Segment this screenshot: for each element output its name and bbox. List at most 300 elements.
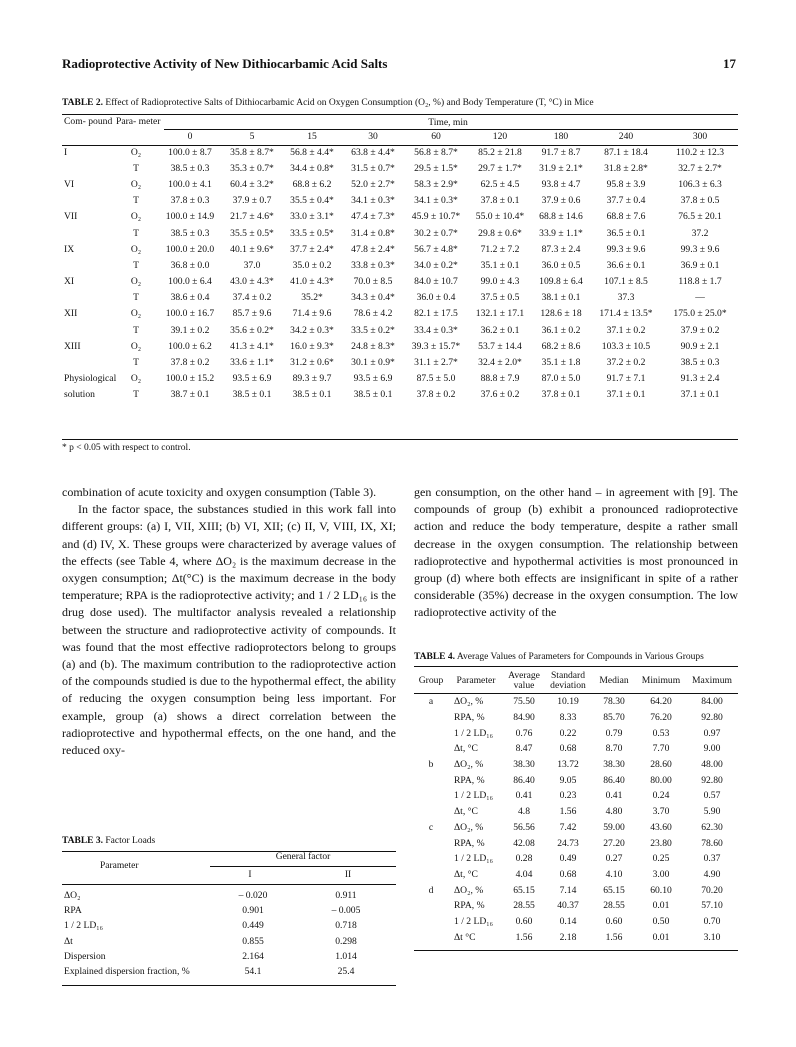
param-cell: 1 / 2 LD₁₆	[454, 727, 493, 739]
value-cell: 68.2 ± 8.6	[541, 340, 581, 352]
value-cell: 41.0 ± 4.3*	[290, 276, 334, 288]
med-cell: 1.56	[605, 931, 623, 943]
med-cell: 0.79	[605, 727, 623, 739]
value-cell: 38.7 ± 0.1	[170, 389, 210, 401]
table3-header-rule	[62, 884, 396, 885]
med-cell: 78.30	[603, 696, 625, 708]
std-cell: 2.18	[559, 931, 577, 943]
std-cell: 8.33	[559, 712, 577, 724]
std-cell: 1.56	[559, 806, 577, 818]
std-cell: 7.42	[559, 821, 577, 833]
compound-cell	[62, 322, 114, 338]
std-cell: 0.68	[559, 868, 577, 880]
value-cell: 68.8 ± 7.6	[606, 211, 646, 223]
compound-cell	[62, 354, 114, 370]
param-cell: ΔO₂, %	[454, 759, 484, 771]
min-cell: 0.01	[652, 931, 670, 943]
table-row	[62, 903, 396, 918]
min-cell: 43.60	[650, 821, 672, 833]
param-cell: Δt, °C	[454, 806, 478, 818]
time-header: Time, min	[428, 117, 468, 128]
param-cell: 1 / 2 LD₁₆	[454, 853, 493, 865]
value-cell: 30.2 ± 0.7*	[414, 227, 458, 239]
value-cell: 38.5 ± 0.1	[232, 389, 272, 401]
table-row	[414, 757, 738, 773]
group-cell	[414, 929, 448, 945]
value-cell: 24.8 ± 8.3*	[351, 340, 395, 352]
value-cell: 37.8 ± 0.2	[416, 389, 456, 401]
max-cell: 0.57	[703, 790, 721, 802]
table-row	[414, 820, 738, 836]
min-cell: 7.70	[652, 743, 670, 755]
avg-cell: 0.28	[515, 853, 533, 865]
table-row	[62, 144, 738, 160]
max-cell: 5.90	[703, 806, 721, 818]
parameter-cell: Dispersion	[64, 950, 106, 962]
max-cell: 0.37	[703, 853, 721, 865]
factor-i-cell: 0.855	[242, 935, 264, 947]
value-cell: 38.5 ± 0.3	[170, 227, 210, 239]
value-cell: 37.7 ± 2.4*	[290, 243, 334, 255]
value-cell: 33.4 ± 0.3*	[414, 324, 458, 336]
table4-caption-text: Average Values of Parameters for Compounds in Various Groups	[456, 652, 704, 662]
table-row	[414, 867, 738, 883]
table-row	[414, 898, 738, 914]
table-row	[414, 710, 738, 726]
col-parameter-header: Para- meter	[116, 116, 161, 127]
group-cell: a	[428, 696, 434, 708]
value-cell: 109.8 ± 6.4	[539, 276, 583, 288]
parameter-cell: T	[133, 324, 139, 336]
table-row	[62, 193, 738, 209]
value-cell: 38.6 ± 0.4	[170, 292, 210, 304]
value-cell: 34.2 ± 0.3*	[290, 324, 334, 336]
value-cell: 95.8 ± 3.9	[606, 178, 646, 190]
avg-cell: 0.60	[515, 915, 533, 927]
med-cell: 65.15	[603, 884, 625, 896]
value-cell: 37.7 ± 0.4	[606, 195, 646, 207]
value-cell: 35.6 ± 0.2*	[230, 324, 274, 336]
value-cell: 100.0 ± 4.1	[168, 178, 212, 190]
table2-caption	[62, 98, 742, 108]
value-cell: 36.9 ± 0.1	[680, 259, 720, 271]
table2-footnote: * p < 0.05 with respect to control.	[62, 443, 191, 453]
value-cell: 29.5 ± 1.5*	[414, 162, 458, 174]
value-cell: 99.0 ± 4.3	[480, 276, 520, 288]
std-cell: 7.14	[559, 884, 577, 896]
time-col-header: 180	[553, 131, 569, 142]
parameter-cell: T	[133, 357, 139, 369]
table2-top-rule	[62, 114, 738, 115]
table-row	[414, 851, 738, 867]
left-column-text	[62, 484, 396, 759]
min-cell: 0.25	[652, 853, 670, 865]
std-cell: 40.37	[557, 900, 579, 912]
value-cell: 47.8 ± 2.4*	[351, 243, 395, 255]
value-cell: 37.8 ± 0.3	[170, 195, 210, 207]
table-row	[414, 914, 738, 930]
max-cell: 57.10	[701, 900, 723, 912]
group-cell	[414, 804, 448, 820]
table-row	[414, 788, 738, 804]
value-cell: 71.2 ± 7.2	[480, 243, 520, 255]
med-cell: 8.70	[605, 743, 623, 755]
value-cell: —	[695, 292, 705, 304]
right-paragraph-1: gen consumption, on the other hand – in agreement with [9]. The compounds of group (b) exhibit a pronounced radioprotective action and reduce the body temperature, despite a rather small decrease in the oxygen consumption. The relationship between radioprotective and hypothermal activities is most pronounced in group (d) where both effects are insignificant in spite of a rather considerable (35%) decrease in the oxygen consumption. The low radioprotective activity of the	[414, 485, 738, 620]
table3-param-header: Parameter	[100, 861, 139, 871]
value-cell: 171.4 ± 13.5*	[599, 308, 653, 320]
min-cell: 0.01	[652, 900, 670, 912]
table-row	[414, 725, 738, 741]
value-cell: 103.3 ± 10.5	[601, 340, 651, 352]
value-cell: 33.5 ± 0.2*	[351, 324, 395, 336]
min-cell: 80.00	[650, 774, 672, 786]
value-cell: 34.1 ± 0.3*	[351, 195, 395, 207]
avg-cell: 42.08	[513, 837, 535, 849]
value-cell: 37.9 ± 0.6	[541, 195, 581, 207]
group-cell	[414, 835, 448, 851]
avg-cell: 28.55	[513, 900, 535, 912]
med-cell: 38.30	[603, 759, 625, 771]
med-cell: 86.40	[603, 774, 625, 786]
t4-col-std: Standard deviation	[550, 670, 586, 691]
table-row	[62, 160, 738, 176]
param-cell: RPA, %	[454, 774, 485, 786]
value-cell: 35.1 ± 1.8	[541, 357, 581, 369]
table-row	[62, 274, 738, 290]
value-cell: 106.3 ± 6.3	[678, 178, 722, 190]
group-cell	[414, 741, 448, 757]
value-cell: 35.0 ± 0.2	[292, 259, 332, 271]
compound-cell: XI	[64, 276, 75, 288]
table3-col-ii: II	[344, 870, 352, 880]
value-cell: 91.7 ± 8.7	[541, 146, 581, 158]
value-cell: 33.8 ± 0.3*	[351, 259, 395, 271]
table-row	[414, 882, 738, 898]
parameter-cell: O₂	[130, 373, 142, 385]
time-col-header: 300	[692, 131, 708, 142]
parameter-cell: Explained dispersion fraction, %	[64, 966, 190, 978]
value-cell: 85.2 ± 21.8	[478, 146, 522, 158]
t4-col-maximum: Maximum	[692, 675, 732, 686]
compound-cell	[62, 290, 114, 306]
value-cell: 56.8 ± 4.4*	[290, 146, 334, 158]
compound-cell	[62, 193, 114, 209]
value-cell: 128.6 ± 18	[540, 308, 582, 320]
value-cell: 32.7 ± 2.7*	[678, 162, 722, 174]
max-cell: 62.30	[701, 821, 723, 833]
parameter-cell: O₂	[130, 178, 142, 190]
value-cell: 91.7 ± 7.1	[606, 373, 646, 385]
value-cell: 37.1 ± 0.2	[606, 324, 646, 336]
max-cell: 78.60	[701, 837, 723, 849]
value-cell: 70.0 ± 8.5	[353, 276, 393, 288]
table-row	[62, 257, 738, 273]
value-cell: 37.1 ± 0.1	[606, 389, 646, 401]
value-cell: 38.1 ± 0.1	[541, 292, 581, 304]
t4-col-median: Median	[599, 675, 629, 686]
value-cell: 91.3 ± 2.4	[680, 373, 720, 385]
value-cell: 99.3 ± 9.6	[680, 243, 720, 255]
left-paragraph-1: combination of acute toxicity and oxygen consumption (Table 3).	[62, 485, 377, 499]
table3-group-header: General factor	[275, 852, 331, 862]
page-number: 17	[723, 56, 736, 71]
param-cell: RPA, %	[454, 712, 485, 724]
med-cell: 0.41	[605, 790, 623, 802]
parameter-cell: T	[133, 227, 139, 239]
avg-cell: 38.30	[513, 759, 535, 771]
value-cell: 32.4 ± 2.0*	[478, 357, 522, 369]
param-cell: RPA, %	[454, 837, 485, 849]
parameter-cell: T	[133, 259, 139, 271]
min-cell: 60.10	[650, 884, 672, 896]
param-cell: 1 / 2 LD₁₆	[454, 915, 493, 927]
std-cell: 0.22	[559, 727, 577, 739]
factor-ii-cell: 0.911	[335, 890, 357, 902]
value-cell: 35.1 ± 0.1	[480, 259, 520, 271]
table3-caption-text: Factor Loads	[105, 836, 156, 846]
group-cell: b	[428, 759, 434, 771]
factor-i-cell: – 0.020	[238, 890, 268, 902]
parameter-cell: O₂	[130, 276, 142, 288]
value-cell: 40.1 ± 9.6*	[230, 243, 274, 255]
value-cell: 31.2 ± 0.6*	[290, 357, 334, 369]
std-cell: 9.05	[559, 774, 577, 786]
value-cell: 88.8 ± 7.9	[480, 373, 520, 385]
table-row	[414, 929, 738, 945]
max-cell: 84.00	[701, 696, 723, 708]
med-cell: 4.80	[605, 806, 623, 818]
value-cell: 100.0 ± 15.2	[165, 373, 215, 385]
factor-ii-cell: 1.014	[335, 950, 357, 962]
t4-col-minimum: Minimum	[641, 675, 681, 686]
value-cell: 68.8 ± 6.2	[292, 178, 332, 190]
group-cell	[414, 914, 448, 930]
max-cell: 0.70	[703, 915, 721, 927]
value-cell: 78.6 ± 4.2	[353, 308, 393, 320]
value-cell: 89.3 ± 9.7	[292, 373, 332, 385]
avg-cell: 86.40	[513, 774, 535, 786]
parameter-cell: T	[133, 292, 139, 304]
value-cell: 31.4 ± 0.8*	[351, 227, 395, 239]
table4	[414, 668, 738, 945]
factor-i-cell: 0.449	[242, 920, 264, 932]
time-col-header: 240	[618, 131, 634, 142]
param-cell: Δt, °C	[454, 868, 478, 880]
std-cell: 0.14	[559, 915, 577, 927]
value-cell: 35.8 ± 8.7*	[230, 146, 274, 158]
table-row	[62, 225, 738, 241]
value-cell: 35.5 ± 0.5*	[230, 227, 274, 239]
t4-col-parameter: Parameter	[456, 675, 496, 686]
value-cell: 100.0 ± 8.7	[168, 146, 212, 158]
table3-col-i: I	[248, 870, 252, 880]
parameter-cell: O₂	[130, 243, 142, 255]
value-cell: 37.6 ± 0.2	[480, 389, 520, 401]
table4-top-rule	[414, 666, 738, 667]
max-cell: 92.80	[701, 712, 723, 724]
value-cell: 39.1 ± 0.2	[170, 324, 210, 336]
parameter-cell: Δt	[64, 935, 73, 947]
value-cell: 76.5 ± 20.1	[678, 211, 722, 223]
time-col-header: 15	[307, 131, 317, 142]
time-col-header: 120	[492, 131, 508, 142]
value-cell: 55.0 ± 10.4*	[475, 211, 525, 223]
avg-cell: 56.56	[513, 821, 535, 833]
table-row	[62, 918, 396, 933]
value-cell: 82.1 ± 17.5	[414, 308, 458, 320]
factor-i-cell: 54.1	[244, 966, 262, 978]
time-col-header: 0	[187, 131, 193, 142]
value-cell: 68.8 ± 14.6	[539, 211, 583, 223]
min-cell: 3.70	[652, 806, 670, 818]
value-cell: 16.0 ± 9.3*	[290, 340, 334, 352]
value-cell: 34.1 ± 0.3*	[414, 195, 458, 207]
min-cell: 23.80	[650, 837, 672, 849]
compound-cell: I	[64, 146, 68, 158]
value-cell: 35.5 ± 0.4*	[290, 195, 334, 207]
value-cell: 36.0 ± 0.4	[416, 292, 456, 304]
value-cell: 36.5 ± 0.1	[606, 227, 646, 239]
value-cell: 33.0 ± 3.1*	[290, 211, 334, 223]
group-cell	[414, 772, 448, 788]
table3-caption	[62, 836, 155, 846]
table-row	[62, 306, 738, 322]
value-cell: 29.7 ± 1.7*	[478, 162, 522, 174]
max-cell: 3.10	[703, 931, 721, 943]
group-cell	[414, 898, 448, 914]
value-cell: 100.0 ± 20.0	[165, 243, 215, 255]
value-cell: 31.9 ± 2.1*	[539, 162, 583, 174]
value-cell: 36.1 ± 0.2	[541, 324, 581, 336]
value-cell: 100.0 ± 16.7	[165, 308, 215, 320]
table3-label: TABLE 3.	[62, 836, 104, 846]
compound-cell: solution	[64, 389, 95, 401]
time-col-header: 5	[249, 131, 255, 142]
table4-caption	[414, 652, 704, 662]
parameter-cell: T	[133, 195, 139, 207]
param-cell: 1 / 2 LD₁₆	[454, 790, 493, 802]
value-cell: 100.0 ± 6.2	[168, 340, 212, 352]
min-cell: 64.20	[650, 696, 672, 708]
table-row	[414, 772, 738, 788]
value-cell: 38.5 ± 0.3	[680, 357, 720, 369]
group-cell	[414, 867, 448, 883]
time-col-header: 30	[368, 131, 378, 142]
max-cell: 0.97	[703, 727, 721, 739]
table-row	[62, 964, 396, 979]
table-row	[62, 176, 738, 192]
table-row	[62, 241, 738, 257]
compound-cell	[62, 257, 114, 273]
table3	[62, 888, 396, 979]
avg-cell: 75.50	[513, 696, 535, 708]
value-cell: 37.3	[617, 292, 635, 304]
value-cell: 87.0 ± 5.0	[541, 373, 581, 385]
compound-cell: Physiological	[64, 373, 117, 385]
value-cell: 87.1 ± 18.4	[604, 146, 648, 158]
value-cell: 53.7 ± 14.4	[478, 340, 522, 352]
table-row	[62, 387, 738, 403]
value-cell: 35.2*	[301, 292, 323, 304]
min-cell: 0.50	[652, 915, 670, 927]
avg-cell: 0.76	[515, 727, 533, 739]
value-cell: 58.3 ± 2.9*	[414, 178, 458, 190]
parameter-cell: T	[133, 162, 139, 174]
value-cell: 30.1 ± 0.9*	[351, 357, 395, 369]
group-cell	[414, 725, 448, 741]
value-cell: 132.1 ± 17.1	[475, 308, 525, 320]
min-cell: 0.24	[652, 790, 670, 802]
med-cell: 4.10	[605, 868, 623, 880]
max-cell: 92.80	[701, 774, 723, 786]
t4-col-group: Group	[418, 675, 444, 686]
value-cell: 87.3 ± 2.4	[541, 243, 581, 255]
table3-group-rule	[210, 866, 396, 867]
parameter-cell: O₂	[130, 308, 142, 320]
value-cell: 85.7 ± 9.6	[232, 308, 272, 320]
parameter-cell: ΔO₂	[64, 890, 81, 902]
table-row	[414, 804, 738, 820]
value-cell: 110.2 ± 12.3	[675, 146, 725, 158]
value-cell: 93.5 ± 6.9	[353, 373, 393, 385]
med-cell: 28.55	[603, 900, 625, 912]
running-title: Radioprotective Activity of New Dithiocarbamic Acid Salts	[62, 56, 388, 71]
parameter-cell: 1 / 2 LD₁₆	[64, 920, 103, 932]
avg-cell: 65.15	[513, 884, 535, 896]
factor-ii-cell: – 0.005	[331, 905, 361, 917]
param-cell: RPA, %	[454, 900, 485, 912]
value-cell: 37.8 ± 0.1	[480, 195, 520, 207]
col-compound-header: Com- pound	[64, 116, 113, 127]
value-cell: 36.6 ± 0.1	[606, 259, 646, 271]
value-cell: 37.9 ± 0.7	[232, 195, 272, 207]
value-cell: 38.5 ± 0.3	[170, 162, 210, 174]
table4-label: TABLE 4.	[414, 652, 456, 662]
parameter-cell: O₂	[130, 340, 142, 352]
group-cell	[414, 788, 448, 804]
value-cell: 38.5 ± 0.1	[353, 389, 393, 401]
param-cell: ΔO₂, %	[454, 821, 484, 833]
avg-cell: 4.04	[515, 868, 533, 880]
value-cell: 37.2	[691, 227, 709, 239]
table-row	[62, 354, 738, 370]
compound-cell: XIII	[64, 340, 81, 352]
table-row	[62, 209, 738, 225]
value-cell: 56.8 ± 8.7*	[414, 146, 458, 158]
param-cell: ΔO₂, %	[454, 696, 484, 708]
value-cell: 33.5 ± 0.5*	[290, 227, 334, 239]
parameter-cell: T	[133, 389, 139, 401]
compound-cell	[62, 160, 114, 176]
max-cell: 48.00	[701, 759, 723, 771]
std-cell: 0.49	[559, 853, 577, 865]
med-cell: 27.20	[603, 837, 625, 849]
table-row	[62, 371, 738, 387]
table4-bottom-rule	[414, 950, 738, 951]
factor-ii-cell: 25.4	[337, 966, 355, 978]
right-column-text	[414, 484, 738, 622]
std-cell: 24.73	[557, 837, 579, 849]
value-cell: 36.8 ± 0.0	[170, 259, 210, 271]
value-cell: 37.5 ± 0.5	[480, 292, 520, 304]
table3-bottom-rule	[62, 985, 396, 986]
value-cell: 93.8 ± 4.7	[541, 178, 581, 190]
left-paragraph-2: In the factor space, the substances studied in this work fall into different groups: (a) I, VII, XIII; (b) VI, XII; (c) II, V, VIII, IX, XI; and (d) IV, X. These groups were characterized by average values of the effects (see Table 4, where ΔO₂ is the maximum decrease in the oxygen consumption; Δt(°C) is the maximum decrease in the body temperature; RPA is the radioprotective activity; and 1 / 2 LD₁₆ is the drug dose used). The multifactor analysis revealed a relationship between the structure and radioprotective activity of compounds. It was found that the most effective radioprotectors belong to groups (a) and (b). The maximum contribution to the radioprotective action of the compounds studied is due to the hypothermal effect, the ability of reducing the oxygen consumption being less important. For example, group (a) shows a direct correlation between the radioprotective and hypothermal effects, on the one hand, and the reduced oxy-	[62, 502, 396, 758]
table-row	[414, 835, 738, 851]
min-cell: 28.60	[650, 759, 672, 771]
table-row	[62, 934, 396, 949]
